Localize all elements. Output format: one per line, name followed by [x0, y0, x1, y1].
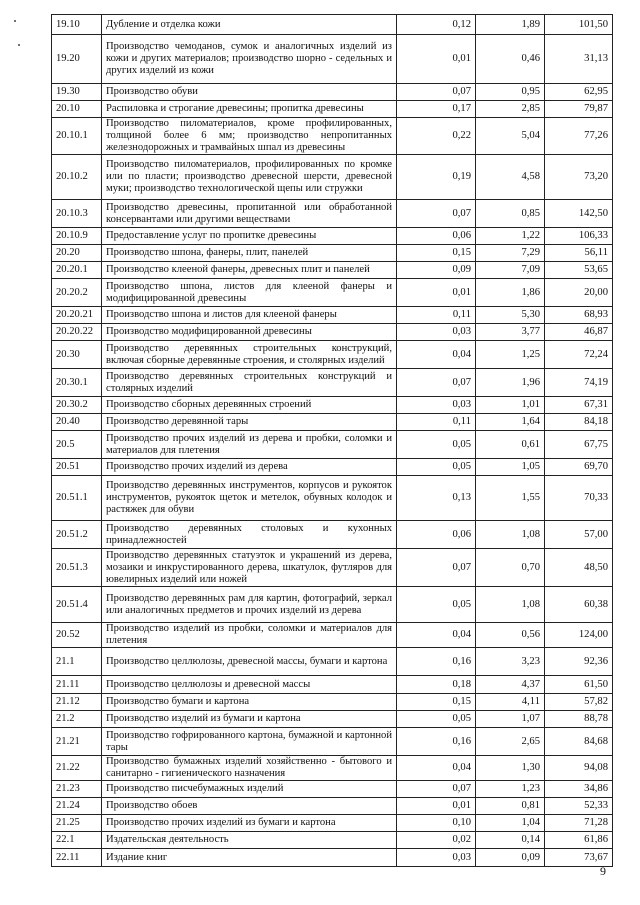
code-cell: 20.51.2 — [52, 521, 102, 549]
value-1-cell: 0,12 — [397, 15, 476, 35]
table-row — [52, 849, 613, 867]
value-3-cell: 92,36 — [545, 648, 613, 676]
table-row — [52, 341, 613, 369]
value-3-cell: 61,86 — [545, 832, 613, 849]
code-cell: 21.1 — [52, 648, 102, 676]
value-3-cell: 60,38 — [545, 587, 613, 623]
rates-table-body — [52, 15, 613, 867]
value-2-cell: 3,77 — [476, 324, 545, 341]
value-3-cell: 84,18 — [545, 414, 613, 431]
value-2-cell: 0,61 — [476, 431, 545, 459]
value-3-cell: 71,28 — [545, 815, 613, 832]
value-1-cell: 0,01 — [397, 279, 476, 307]
code-cell: 20.51.4 — [52, 587, 102, 623]
activity-name-cell: Производство деревянных столовых и кухонных принадлежностей — [102, 521, 397, 549]
table-row — [52, 84, 613, 101]
activity-name-cell: Производство гофрированного картона, бумажной и картонной тары — [102, 728, 397, 756]
value-1-cell: 0,16 — [397, 728, 476, 756]
value-3-cell: 61,50 — [545, 676, 613, 694]
table-row — [52, 307, 613, 324]
table-row — [52, 279, 613, 307]
value-1-cell: 0,22 — [397, 118, 476, 155]
value-1-cell: 0,01 — [397, 35, 476, 84]
value-2-cell: 0,09 — [476, 849, 545, 867]
value-2-cell: 0,46 — [476, 35, 545, 84]
value-1-cell: 0,03 — [397, 849, 476, 867]
code-cell: 20.30 — [52, 341, 102, 369]
value-3-cell: 70,33 — [545, 476, 613, 521]
activity-name-cell: Производство древесины, пропитанной или обработанной консервантами или другими веществами — [102, 200, 397, 228]
value-2-cell: 0,85 — [476, 200, 545, 228]
value-1-cell: 0,09 — [397, 262, 476, 279]
table-row — [52, 694, 613, 711]
value-2-cell: 1,55 — [476, 476, 545, 521]
value-2-cell: 4,11 — [476, 694, 545, 711]
code-cell: 20.10.3 — [52, 200, 102, 228]
value-3-cell: 72,24 — [545, 341, 613, 369]
code-cell: 22.11 — [52, 849, 102, 867]
activity-name-cell: Производство деревянных рам для картин, фотографий, зеркал или аналогичных предметов и прочих изделий из дерева — [102, 587, 397, 623]
code-cell: 20.30.1 — [52, 369, 102, 397]
table-row — [52, 476, 613, 521]
value-1-cell: 0,03 — [397, 397, 476, 414]
code-cell: 20.10.9 — [52, 228, 102, 245]
table-row — [52, 228, 613, 245]
scan-speck — [14, 20, 16, 22]
value-3-cell: 84,68 — [545, 728, 613, 756]
value-1-cell: 0,05 — [397, 711, 476, 728]
code-cell: 20.51.3 — [52, 549, 102, 587]
code-cell: 21.12 — [52, 694, 102, 711]
value-3-cell: 73,20 — [545, 155, 613, 200]
activity-name-cell: Производство деревянных строительных конструкций и столярных изделий — [102, 369, 397, 397]
activity-name-cell: Производство целлюлозы и древесной массы — [102, 676, 397, 694]
table-row — [52, 756, 613, 781]
value-2-cell: 0,95 — [476, 84, 545, 101]
activity-name-cell: Производство прочих изделий из дерева и пробки, соломки и материалов для плетения — [102, 431, 397, 459]
code-cell: 20.51.1 — [52, 476, 102, 521]
value-3-cell: 68,93 — [545, 307, 613, 324]
value-3-cell: 48,50 — [545, 549, 613, 587]
table-row — [52, 414, 613, 431]
value-3-cell: 20,00 — [545, 279, 613, 307]
activity-name-cell: Производство изделий из бумаги и картона — [102, 711, 397, 728]
table-row — [52, 397, 613, 414]
value-3-cell: 124,00 — [545, 623, 613, 648]
table-row — [52, 262, 613, 279]
value-2-cell: 7,09 — [476, 262, 545, 279]
code-cell: 20.51 — [52, 459, 102, 476]
code-cell: 20.20.22 — [52, 324, 102, 341]
activity-name-cell: Производство обуви — [102, 84, 397, 101]
value-2-cell: 1,86 — [476, 279, 545, 307]
value-3-cell: 94,08 — [545, 756, 613, 781]
scan-speck — [18, 44, 20, 46]
activity-name-cell: Производство шпона, фанеры, плит, панелей — [102, 245, 397, 262]
value-2-cell: 1,04 — [476, 815, 545, 832]
table-row — [52, 798, 613, 815]
value-2-cell: 1,01 — [476, 397, 545, 414]
value-1-cell: 0,07 — [397, 781, 476, 798]
table-row — [52, 118, 613, 155]
value-3-cell: 79,87 — [545, 101, 613, 118]
activity-name-cell: Производство обоев — [102, 798, 397, 815]
code-cell: 19.20 — [52, 35, 102, 84]
activity-name-cell: Производство изделий из пробки, соломки и материалов для плетения — [102, 623, 397, 648]
value-1-cell: 0,05 — [397, 459, 476, 476]
table-row — [52, 369, 613, 397]
table-row — [52, 15, 613, 35]
code-cell: 22.1 — [52, 832, 102, 849]
value-1-cell: 0,07 — [397, 549, 476, 587]
value-3-cell: 46,87 — [545, 324, 613, 341]
code-cell: 21.21 — [52, 728, 102, 756]
activity-name-cell: Дубление и отделка кожи — [102, 15, 397, 35]
table-row — [52, 648, 613, 676]
value-2-cell: 0,14 — [476, 832, 545, 849]
value-2-cell: 1,05 — [476, 459, 545, 476]
value-2-cell: 1,08 — [476, 587, 545, 623]
table-row — [52, 623, 613, 648]
value-3-cell: 34,86 — [545, 781, 613, 798]
value-1-cell: 0,04 — [397, 341, 476, 369]
code-cell: 20.20.21 — [52, 307, 102, 324]
activity-name-cell: Производство клееной фанеры, древесных плит и панелей — [102, 262, 397, 279]
code-cell: 21.11 — [52, 676, 102, 694]
table-row — [52, 245, 613, 262]
activity-name-cell: Производство деревянных статуэток и украшений из дерева, мозаики и инкрустированного дерева, шкатулок, футляров для ювелирных изделий или ножей — [102, 549, 397, 587]
value-1-cell: 0,04 — [397, 623, 476, 648]
activity-name-cell: Производство прочих изделий из дерева — [102, 459, 397, 476]
value-1-cell: 0,07 — [397, 200, 476, 228]
value-3-cell: 56,11 — [545, 245, 613, 262]
value-1-cell: 0,19 — [397, 155, 476, 200]
activity-name-cell: Производство чемоданов, сумок и аналогичных изделий из кожи и других материалов; производство шорно - седельных и других изделий из кожи — [102, 35, 397, 84]
value-2-cell: 1,30 — [476, 756, 545, 781]
table-row — [52, 815, 613, 832]
activity-name-cell: Производство деревянных инструментов, корпусов и рукояток инструментов, рукояток щеток и метелок, обувных колодок и растяжек для обуви — [102, 476, 397, 521]
code-cell: 20.20 — [52, 245, 102, 262]
value-1-cell: 0,16 — [397, 648, 476, 676]
code-cell: 20.52 — [52, 623, 102, 648]
value-3-cell: 31,13 — [545, 35, 613, 84]
value-2-cell: 7,29 — [476, 245, 545, 262]
value-1-cell: 0,07 — [397, 369, 476, 397]
value-1-cell: 0,05 — [397, 587, 476, 623]
value-2-cell: 1,08 — [476, 521, 545, 549]
value-1-cell: 0,10 — [397, 815, 476, 832]
activity-name-cell: Производство шпона и листов для клееной фанеры — [102, 307, 397, 324]
activity-name-cell: Предоставление услуг по пропитке древесины — [102, 228, 397, 245]
table-row — [52, 324, 613, 341]
activity-name-cell: Производство деревянной тары — [102, 414, 397, 431]
value-2-cell: 1,96 — [476, 369, 545, 397]
value-1-cell: 0,17 — [397, 101, 476, 118]
value-2-cell: 0,81 — [476, 798, 545, 815]
code-cell: 20.20.2 — [52, 279, 102, 307]
value-2-cell: 1,22 — [476, 228, 545, 245]
code-cell: 21.25 — [52, 815, 102, 832]
value-2-cell: 1,25 — [476, 341, 545, 369]
value-2-cell: 4,58 — [476, 155, 545, 200]
activity-name-cell: Производство шпона, листов для клееной фанеры и модифицированной древесины — [102, 279, 397, 307]
table-row — [52, 521, 613, 549]
code-cell: 19.10 — [52, 15, 102, 35]
value-2-cell: 4,37 — [476, 676, 545, 694]
value-2-cell: 1,89 — [476, 15, 545, 35]
value-1-cell: 0,06 — [397, 521, 476, 549]
value-2-cell: 0,70 — [476, 549, 545, 587]
activity-name-cell: Распиловка и строгание древесины; пропитка древесины — [102, 101, 397, 118]
value-2-cell: 2,65 — [476, 728, 545, 756]
value-3-cell: 101,50 — [545, 15, 613, 35]
activity-name-cell: Производство деревянных строительных конструкций, включая сборные деревянные строения, и столярных изделий — [102, 341, 397, 369]
value-1-cell: 0,15 — [397, 245, 476, 262]
value-3-cell: 73,67 — [545, 849, 613, 867]
activity-name-cell: Издание книг — [102, 849, 397, 867]
value-2-cell: 3,23 — [476, 648, 545, 676]
code-cell: 21.2 — [52, 711, 102, 728]
table-row — [52, 781, 613, 798]
code-cell: 20.10.1 — [52, 118, 102, 155]
value-2-cell: 0,56 — [476, 623, 545, 648]
value-1-cell: 0,06 — [397, 228, 476, 245]
table-row — [52, 35, 613, 84]
value-2-cell: 1,64 — [476, 414, 545, 431]
table-row — [52, 431, 613, 459]
activity-name-cell: Производство прочих изделий из бумаги и картона — [102, 815, 397, 832]
table-row — [52, 459, 613, 476]
activity-name-cell: Производство сборных деревянных строений — [102, 397, 397, 414]
value-2-cell: 5,30 — [476, 307, 545, 324]
activity-name-cell: Производство бумаги и картона — [102, 694, 397, 711]
activity-name-cell: Производство пиломатериалов, профилированных по кромке или по пласти; производство древесной шерсти, древесной муки; производство технологической щепы или стружки — [102, 155, 397, 200]
code-cell: 21.24 — [52, 798, 102, 815]
value-1-cell: 0,18 — [397, 676, 476, 694]
value-3-cell: 88,78 — [545, 711, 613, 728]
value-1-cell: 0,01 — [397, 798, 476, 815]
code-cell: 20.20.1 — [52, 262, 102, 279]
activity-name-cell: Издательская деятельность — [102, 832, 397, 849]
value-1-cell: 0,03 — [397, 324, 476, 341]
value-1-cell: 0,07 — [397, 84, 476, 101]
value-3-cell: 69,70 — [545, 459, 613, 476]
page-number: 9 — [600, 864, 606, 878]
value-3-cell: 74,19 — [545, 369, 613, 397]
value-3-cell: 57,82 — [545, 694, 613, 711]
code-cell: 20.5 — [52, 431, 102, 459]
table-row — [52, 832, 613, 849]
value-1-cell: 0,15 — [397, 694, 476, 711]
value-3-cell: 77,26 — [545, 118, 613, 155]
table-row — [52, 676, 613, 694]
table-row — [52, 549, 613, 587]
table-row — [52, 101, 613, 118]
code-cell: 19.30 — [52, 84, 102, 101]
value-3-cell: 52,33 — [545, 798, 613, 815]
value-3-cell: 62,95 — [545, 84, 613, 101]
value-1-cell: 0,11 — [397, 307, 476, 324]
activity-name-cell: Производство пиломатериалов, кроме профилированных, толщиной более 6 мм; производство непропитанных железнодорожных и трамвайных шпал из древесины — [102, 118, 397, 155]
value-2-cell: 1,07 — [476, 711, 545, 728]
code-cell: 20.10 — [52, 101, 102, 118]
table-row — [52, 200, 613, 228]
value-3-cell: 67,31 — [545, 397, 613, 414]
value-3-cell: 53,65 — [545, 262, 613, 279]
table-row — [52, 711, 613, 728]
value-2-cell: 2,85 — [476, 101, 545, 118]
code-cell: 21.23 — [52, 781, 102, 798]
value-1-cell: 0,11 — [397, 414, 476, 431]
code-cell: 20.30.2 — [52, 397, 102, 414]
table-row — [52, 728, 613, 756]
value-2-cell: 1,23 — [476, 781, 545, 798]
value-3-cell: 142,50 — [545, 200, 613, 228]
table-row — [52, 587, 613, 623]
value-2-cell: 5,04 — [476, 118, 545, 155]
value-1-cell: 0,13 — [397, 476, 476, 521]
activity-name-cell: Производство модифицированной древесины — [102, 324, 397, 341]
rates-table — [51, 14, 613, 867]
value-3-cell: 67,75 — [545, 431, 613, 459]
value-1-cell: 0,04 — [397, 756, 476, 781]
activity-name-cell: Производство целлюлозы, древесной массы, бумаги и картона — [102, 648, 397, 676]
value-1-cell: 0,02 — [397, 832, 476, 849]
value-1-cell: 0,05 — [397, 431, 476, 459]
activity-name-cell: Производство бумажных изделий хозяйственно - бытового и санитарно - гигиенического назначения — [102, 756, 397, 781]
code-cell: 20.10.2 — [52, 155, 102, 200]
code-cell: 21.22 — [52, 756, 102, 781]
value-3-cell: 106,33 — [545, 228, 613, 245]
code-cell: 20.40 — [52, 414, 102, 431]
activity-name-cell: Производство писчебумажных изделий — [102, 781, 397, 798]
table-row — [52, 155, 613, 200]
value-3-cell: 57,00 — [545, 521, 613, 549]
